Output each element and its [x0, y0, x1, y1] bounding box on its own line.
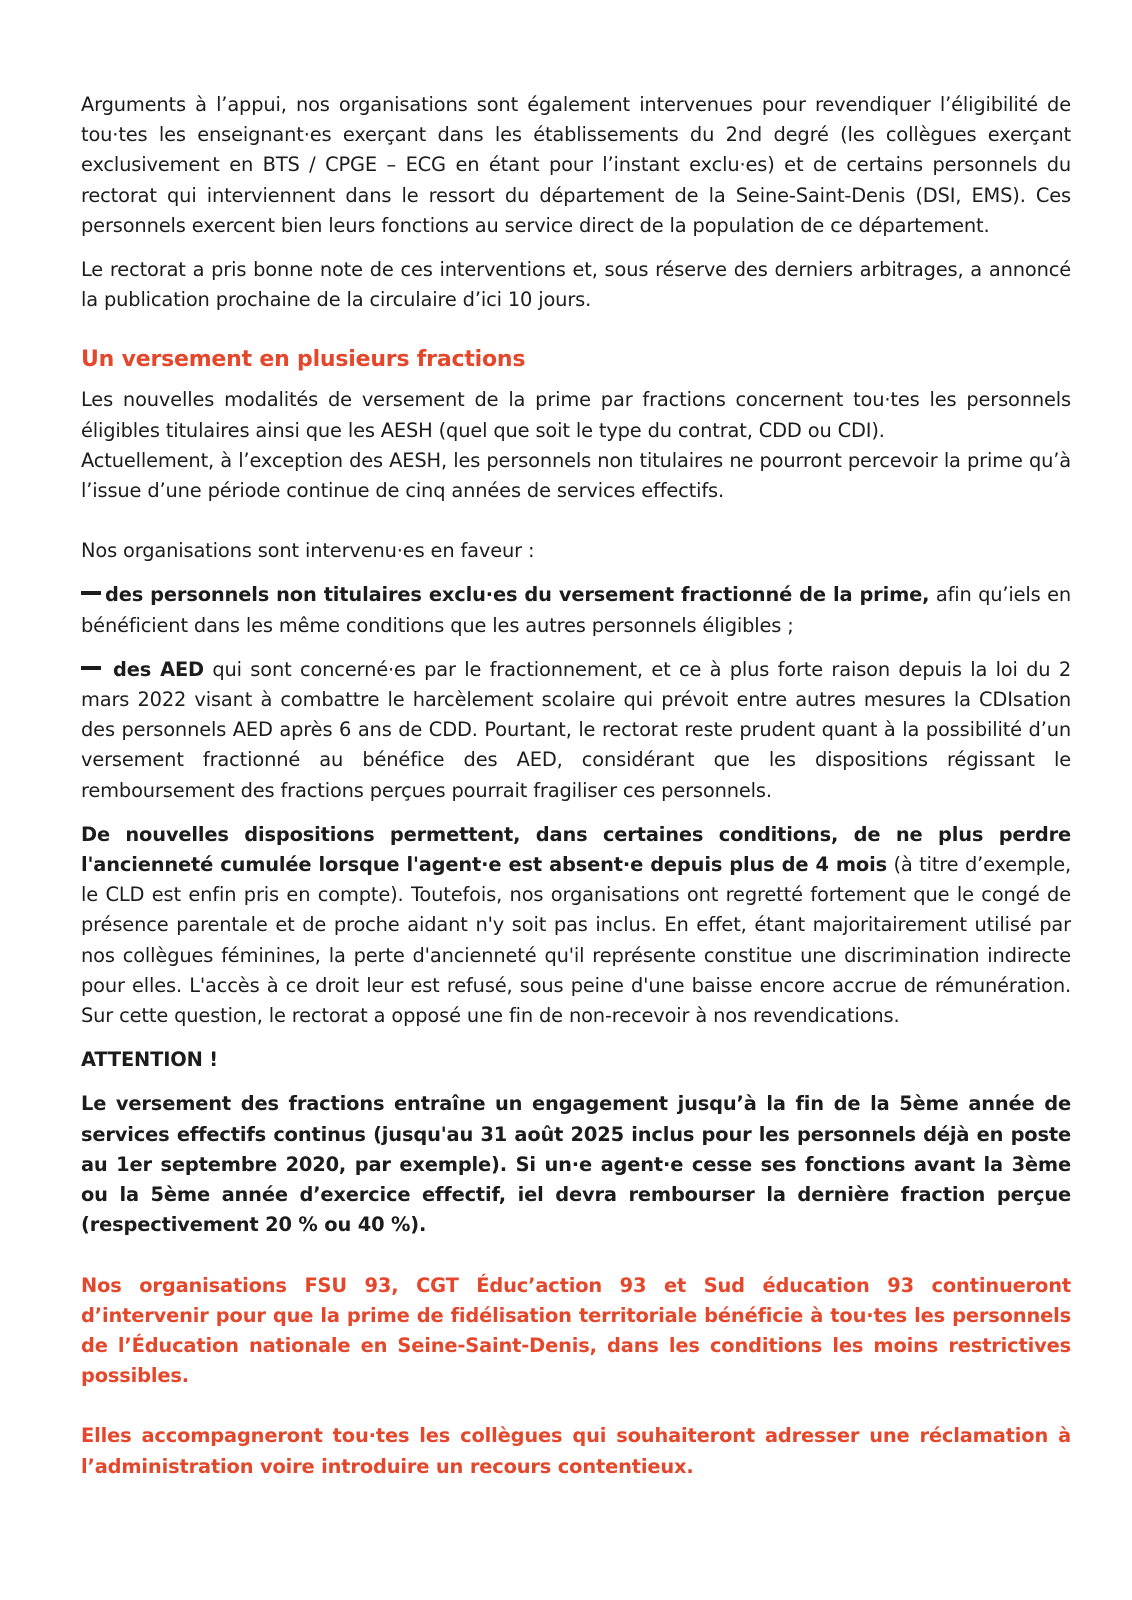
attention-text: Le versement des fractions entraîne un engagement jusqu’à la fin de la 5ème année de services effectifs continus (jusqu'au 31 août 2025 inclus pour les personnels déjà en poste au 1er septembre 2020, par exemple). Si un·e agent·e cesse ses fonctions avant la 3ème ou la 5ème année d’exercice effectif, iel devra rembourser la dernière fraction perçue (respectivement 20 % ou 40 %). — [81, 1092, 1071, 1237]
bullet-bold-text: des personnels non titulaires exclu·es du versement fractionné de la prime, — [105, 583, 930, 607]
bullet-text: afin qu’iels en bénéficient dans les même conditions que les autres personnels éligibles ; — [81, 583, 1072, 637]
paragraph-rectorat: Le rectorat a pris bonne note de ces interventions et, sous réserve des derniers arbitrages, a annoncé la publication prochaine de la circulaire d’ici 10 jours. — [81, 258, 1071, 312]
bullet-non-titulaires — [81, 580, 1071, 640]
document-page — [81, 90, 1071, 1482]
attention-title-text: ATTENTION ! — [81, 1048, 218, 1072]
attention-paragraph — [81, 1089, 1071, 1240]
closing-paragraph-2 — [81, 1421, 1071, 1481]
paragraph-eligibilite: Arguments à l’appui, nos organisations sont également intervenues pour revendiquer l’éligibilité de tou·tes les enseignant·es exerçant dans les établissements du 2nd degré (les collègues exerçant exclusivement en BTS / CPGE – ECG en étant pour l’instant exclu·es) et de certains personnels du rectorat qui interviennent dans le ressort du département de la Seine-Saint-Denis (DSI, EMS). Ces personnels exercent bien leurs fonctions au service direct de la population de ce département. — [81, 93, 1071, 237]
paragraph-actuellement: Actuellement, à l’exception des AESH, les personnels non titulaires ne pourront percevoir la prime qu’à l’issue d’une période continue de cinq années de services effectifs. — [81, 448, 1071, 503]
dash-bullet-icon — [81, 666, 101, 670]
paragraph-modalites: Les nouvelles modalités de versement de la prime par fractions concernent tou·tes les personnels éligibles titulaires ainsi que les AESH (quel que soit le type du contrat, CDD ou CDI). — [81, 388, 1071, 442]
closing-text-1: Nos organisations FSU 93, CGT Éduc’action 93 et Sud éducation 93 continueront d’intervenir pour que la prime de fidélisation territoriale bénéficie à tou·tes les personnels de l’Éducation nationale en Seine-Saint-Denis, dans les conditions les moins restrictives possibles. — [81, 1273, 1071, 1388]
anciennete-bold-text: De nouvelles dispositions permettent, dans certaines conditions, de ne plus perdre l'ancienneté cumulée lorsque l'agent·e est absent·e depuis plus de 4 mois — [81, 822, 1071, 877]
paragraph-anciennete — [81, 820, 1071, 1031]
dash-bullet-icon — [81, 591, 101, 595]
anciennete-text: (à titre d’exemple, le CLD est enfin pris en compte). Toutefois, nos organisations ont regretté fortement que le congé de présence parentale et de proche aidant n'y soit pas inclus. En effet, étant majoritairement utilisé par nos collègues féminines, la perte d'ancienneté qu'il représente constitue une discrimination indirecte pour elles. L'accès à ce droit leur est refusé, sous peine d'une baisse encore accrue de rémunération. Sur cette question, le rectorat a opposé une fin de non-recevoir à nos revendications. — [81, 853, 1071, 1028]
bullet-text: qui sont concerné·es par le fractionnement, et ce à plus forte raison depuis la loi du 2 mars 2022 visant à combattre le harcèlement scolaire qui prévoit entre autres mesures la CDIsation des personnels AED après 6 ans de CDD. Pourtant, le rectorat reste prudent quant à la possibilité d’un versement fractionné au bénéfice des AED, considérant que les dispositions régissant le remboursement des fractions perçues pourrait fragiliser ces personnels. — [81, 657, 1072, 802]
paragraph-intervenues: Nos organisations sont intervenu·es en faveur : — [81, 539, 535, 563]
closing-text-2: Elles accompagneront tou·tes les collègues qui souhaiteront adresser une réclamation à l’administration voire introduire un recours contentieux. — [81, 1424, 1071, 1478]
section-heading: Un versement en plusieurs fractions — [81, 347, 526, 373]
bullet-aed — [81, 655, 1071, 806]
attention-title — [81, 1045, 1071, 1075]
closing-paragraph-1 — [81, 1271, 1071, 1392]
bullet-bold-text: des AED — [113, 657, 204, 681]
